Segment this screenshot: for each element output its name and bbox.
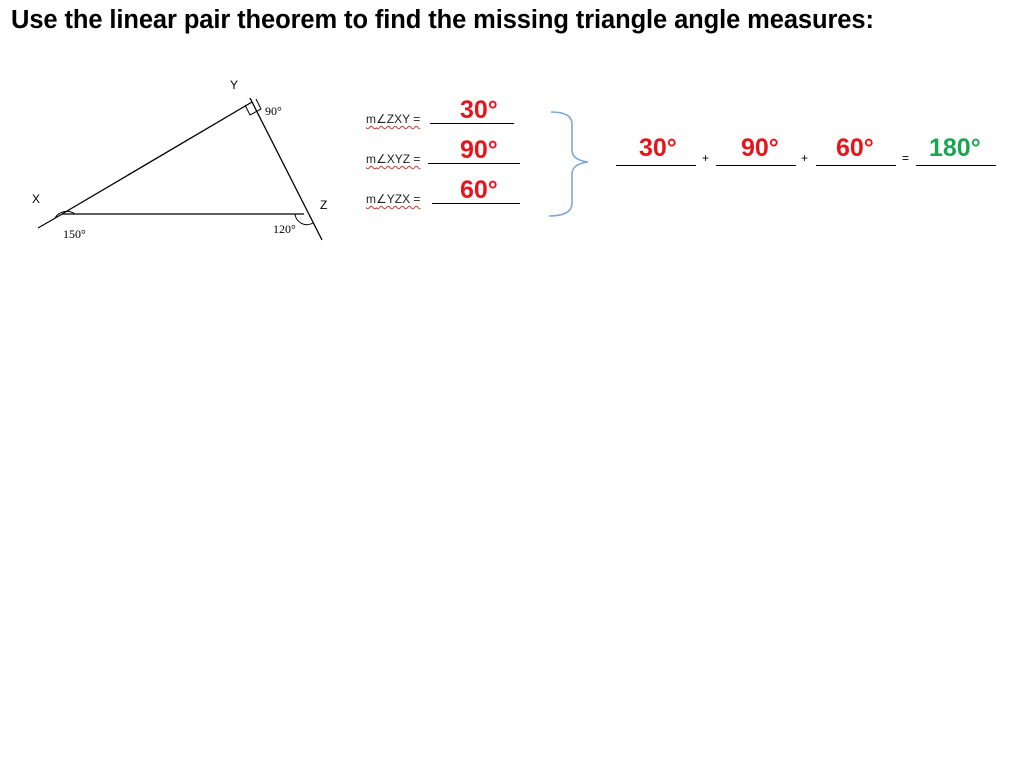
equation-label: m∠XYZ = xyxy=(366,152,421,166)
sum-blank-2 xyxy=(716,165,796,166)
equals-sign: = xyxy=(902,151,910,165)
sum-term-1: 30° xyxy=(639,134,677,162)
sum-blank-3 xyxy=(816,165,896,166)
equation-row-yzx xyxy=(366,176,526,206)
angle-label-z: 120° xyxy=(273,222,296,236)
sum-blank-total xyxy=(916,165,996,166)
plus-sign-2: + xyxy=(801,151,809,165)
plus-sign-1: + xyxy=(702,151,710,165)
equation-row-xyz xyxy=(366,136,526,166)
vertex-label-y: Y xyxy=(230,78,239,92)
equation-label: m∠YZX = xyxy=(366,192,421,206)
angle-label-x: 150° xyxy=(63,227,86,241)
sum-term-3: 60° xyxy=(836,134,874,162)
sum-total: 180° xyxy=(929,134,981,162)
side-yz xyxy=(250,98,322,240)
equation-label: m∠ZXY = xyxy=(366,112,421,126)
side-xy xyxy=(62,102,252,214)
page-title: Use the linear pair theorem to find the missing triangle angle measures: xyxy=(11,6,874,34)
answer-value: 30° xyxy=(460,96,498,124)
sum-term-2: 90° xyxy=(741,134,779,162)
vertex-label-z: Z xyxy=(320,198,328,212)
answer-value: 60° xyxy=(460,176,498,204)
angle-label-y: 90° xyxy=(265,104,282,118)
right-angle-mark xyxy=(245,99,261,115)
extension-x xyxy=(38,213,64,228)
vertex-label-x: X xyxy=(32,192,41,206)
curly-brace xyxy=(549,112,588,216)
answer-value: 90° xyxy=(460,136,498,164)
equation-row-zxy xyxy=(366,96,526,126)
sum-blank-1 xyxy=(616,165,696,166)
